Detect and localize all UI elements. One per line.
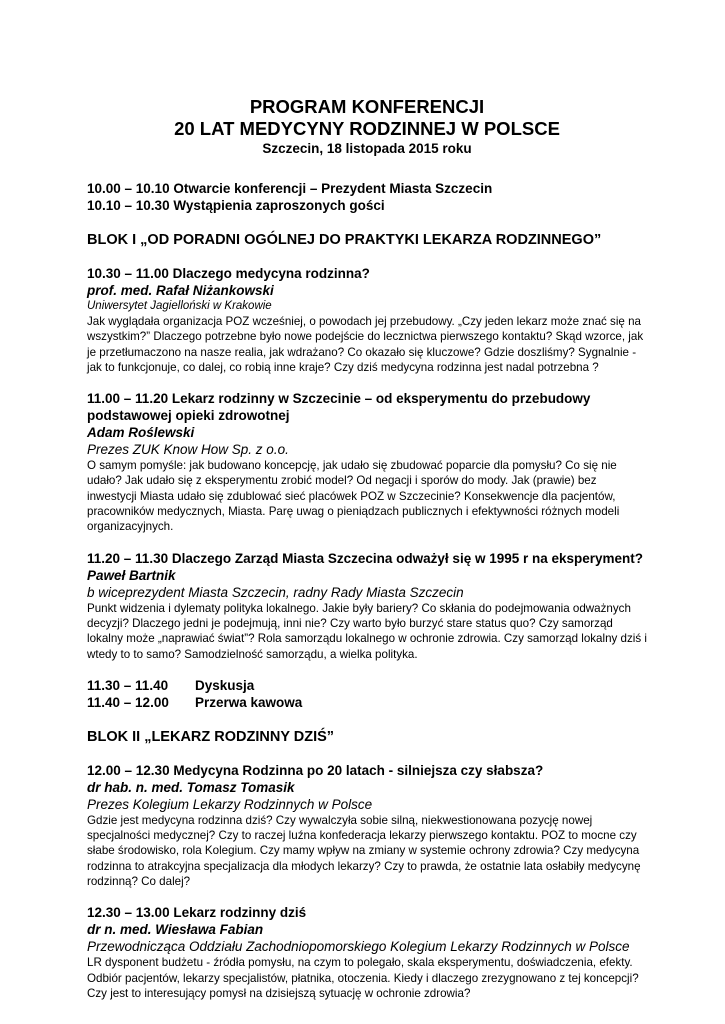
- session-description: Gdzie jest medycyna rodzinna dziś? Czy wywalczyła sobie silną, niekwestionowana pozycję nowej specjalności medycznej? Czy to raczej luźna konfederacja lekarzy pierwszego kontaktu. POZ to mocne czy słabe środowisko, rola Kolegium. Czy mamy wpływ na zmiany w systemie ochrony zdrowia? Czy medycyna rodzinna to atrakcyjna specjalizacja dla młodych lekarzy? Czy to prawda, że ostatnie lata osłabiły medycynę rodzinną? Co dalej?: [87, 813, 641, 889]
- session-block2-2: [87, 904, 647, 1001]
- session-speaker: Paweł Bartnik: [87, 567, 176, 583]
- session-speaker: prof. med. Rafał Niżankowski: [87, 283, 274, 298]
- agenda-line-opening: 10.00 – 10.10 Otwarcie konferencji – Prezydent Miasta Szczecin: [87, 181, 493, 196]
- session-affiliation: Prezes ZUK Know How Sp. z o.o.: [87, 442, 289, 458]
- break-time: 11.30 – 11.40: [87, 677, 169, 693]
- break-label: Przerwa kawowa: [195, 694, 303, 710]
- session-title: 12.30 – 13.00 Lekarz rodzinny dziś: [87, 905, 307, 921]
- agenda-line-guests: 10.10 – 10.30 Wystąpienia zaproszonych gości: [87, 198, 385, 213]
- session-speaker: dr n. med. Wiesława Fabian: [87, 922, 264, 938]
- title-line-2: 20 LAT MEDYCYNY RODZINNEJ W POLSCE: [174, 118, 560, 139]
- subtitle-date-location: Szczecin, 18 listopada 2015 roku: [262, 141, 472, 156]
- session-description: Punkt widzenia i dylematy polityka lokalnego. Jakie były bariery? Co skłania do podejmowania odważnych decyzji? Dlaczego jedni je podejmują, inni nie? Czy warto było burzyć stare status quo? Czy samorząd lokalny może „naprawiać świat”? Rola samorządu lokalnego w ochronie zdrowia. Czy samorząd lokalny dziś i wtedy to to samo? Samodzielność samorządu, a wielka polityka.: [87, 601, 647, 661]
- title-line-1: PROGRAM KONFERENCJI: [249, 96, 485, 117]
- session-block1-1: [87, 265, 647, 375]
- session-block1-3: [87, 550, 647, 662]
- session-title: 12.00 – 12.30 Medycyna Rodzinna po 20 latach - silniejsza czy słabsza?: [87, 762, 544, 778]
- block-2-heading: BLOK II „LEKARZ RODZINNY DZIŚ”: [87, 728, 335, 745]
- session-block1-2: [87, 390, 647, 534]
- break-row-coffee: [87, 694, 647, 711]
- session-description: LR dysponent budżetu - źródła pomysłu, na czym to polegało, skala eksperymentu, doświadczenia, efekty. Odbiór pacjentów, lekarzy specjalistów, płatnika, otoczenia. Kiedy i dlaczego zrezygnowano z tej koncepcji? Czy jest to interesujący pomysł na dzisiejszą sytuację w ochronie zdrowia?: [87, 956, 639, 1000]
- block-1-heading: BLOK I „OD PORADNI OGÓLNEJ DO PRAKTYKI LEKARZA RODZINNEGO”: [87, 232, 602, 248]
- document-page: [87, 96, 647, 1016]
- break-label: Dyskusja: [195, 677, 255, 693]
- session-speaker: dr hab. n. med. Tomasz Tomasik: [87, 779, 295, 795]
- session-description: Jak wyglądała organizacja POZ wcześniej, o powodach jej przebudowy. „Czy jeden lekarz może znać się na wszystkim?” Dlaczego potrzebne było nowe podejście do lecznictwa pierwszego kontaktu? Skąd wzorce, jak je przetłumaczono na nasze realia, jak wdrażano? Co okazało się kluczowe? Gdzie doszliśmy? Sygnalnie - jak to funkcjonuje, co dalej, co robią inne kraje? Czy dziś medycyna rodzinna jest nadal potrzebna ?: [87, 315, 644, 374]
- session-title: 11.20 – 11.30 Dlaczego Zarząd Miasta Szczecina odważył się w 1995 r na eksperyment?: [87, 550, 644, 566]
- session-affiliation: Prezes Kolegium Lekarzy Rodzinnych w Polsce: [87, 796, 373, 812]
- session-title: 11.00 – 11.20 Lekarz rodzinny w Szczecinie – od eksperymentu do przebudowy podstawowej opieki zdrowotnej: [87, 391, 591, 424]
- break-row-discussion: [87, 677, 647, 694]
- session-affiliation: b wiceprezydent Miasta Szczecin, radny Rady Miasta Szczecin: [87, 584, 464, 600]
- session-affiliation: Przewodnicząca Oddziału Zachodniopomorskiego Kolegium Lekarzy Rodzinnych w Polsce: [87, 939, 630, 955]
- session-affiliation: Uniwersytet Jagielloński w Krakowie: [87, 300, 272, 312]
- session-block2-1: [87, 762, 647, 889]
- session-description: O samym pomyśle: jak budowano koncepcję, jak udało się zbudować poparcie dla pomysłu? Co się nie udało? Jak udało się z eksperymentu zrobić model? Od negacji i sporów do mody. Jak (prawie) bez inwestycji Miasta udało się zdublować sieć placówek POZ w Szczecinie? Konsekwencje dla pacjentów, pracowników medycznych, Miasta. Parę uwag o pieniądzach publicznych i efektywności różnych modeli organizacyjnych.: [87, 459, 620, 534]
- breaks-list: [87, 677, 647, 711]
- session-speaker: Adam Roślewski: [87, 425, 195, 441]
- opening-agenda: [87, 180, 647, 214]
- break-time: 11.40 – 12.00: [87, 694, 169, 710]
- session-title: 10.30 – 11.00 Dlaczego medycyna rodzinna?: [87, 266, 370, 281]
